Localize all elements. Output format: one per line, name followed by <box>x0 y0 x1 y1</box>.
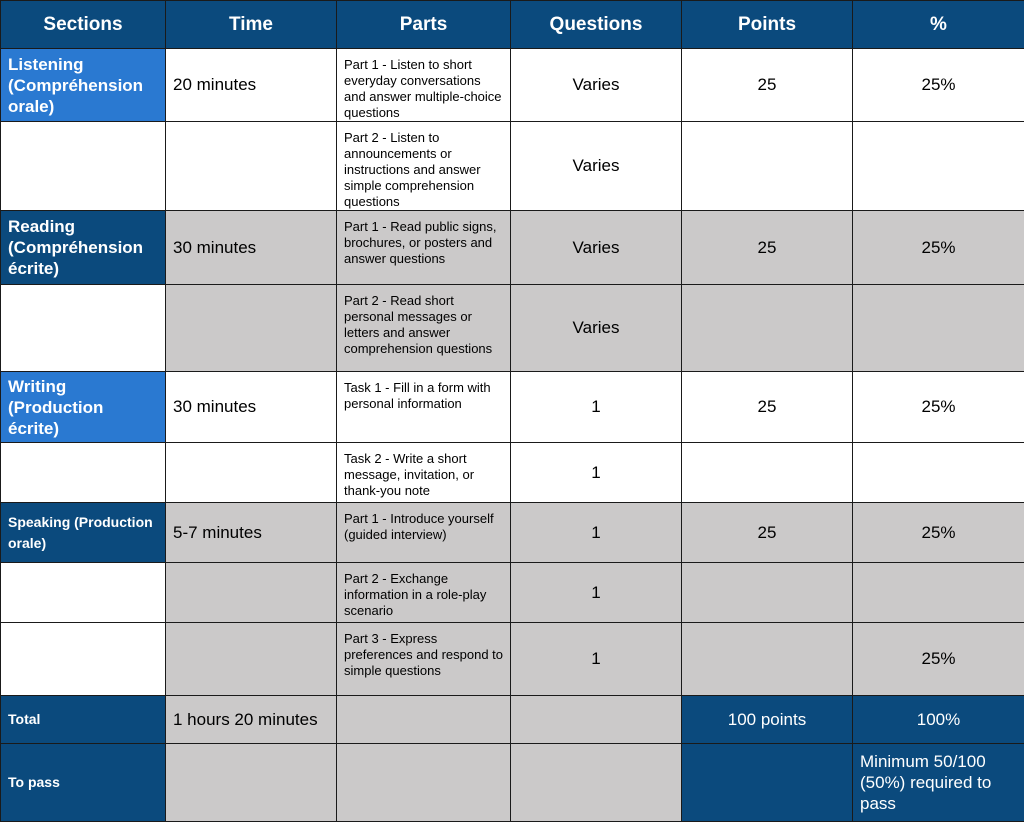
part-cell: Part 2 - Listen to announcements or instructions and answer simple comprehension questions <box>337 122 511 211</box>
percent-cell: 25% <box>853 211 1024 285</box>
section-speaking: Speaking (Production orale) <box>1 503 166 563</box>
questions-cell: 1 <box>511 623 682 696</box>
empty-cell <box>1 623 166 696</box>
empty-cell <box>682 122 853 211</box>
part-cell: Task 1 - Fill in a form with personal information <box>337 372 511 443</box>
questions-cell: 1 <box>511 443 682 503</box>
table-row <box>1 285 1024 372</box>
part-cell: Part 2 - Exchange information in a role-play scenario <box>337 563 511 623</box>
total-time: 1 hours 20 minutes <box>166 696 337 744</box>
header-points: Points <box>682 1 853 49</box>
section-listening: Listening (Compréhension orale) <box>1 49 166 122</box>
empty-cell <box>682 744 853 822</box>
questions-cell: Varies <box>511 122 682 211</box>
empty-cell <box>1 285 166 372</box>
table-row <box>1 122 1024 211</box>
pass-label: To pass <box>1 744 166 822</box>
section-writing: Writing (Production écrite) <box>1 372 166 443</box>
total-percent: 100% <box>853 696 1024 744</box>
points-cell: 25 <box>682 211 853 285</box>
total-points: 100 points <box>682 696 853 744</box>
questions-cell: Varies <box>511 211 682 285</box>
empty-cell <box>166 744 337 822</box>
header-time: Time <box>166 1 337 49</box>
empty-cell <box>511 744 682 822</box>
percent-cell: 25% <box>853 623 1024 696</box>
empty-cell <box>1 443 166 503</box>
empty-cell <box>1 122 166 211</box>
time-cell: 5-7 minutes <box>166 503 337 563</box>
time-cell: 20 minutes <box>166 49 337 122</box>
pass-requirement: Minimum 50/100 (50%) required to pass <box>853 744 1024 822</box>
part-cell: Part 1 - Read public signs, brochures, or posters and answer questions <box>337 211 511 285</box>
percent-cell: 25% <box>853 503 1024 563</box>
empty-cell <box>511 696 682 744</box>
part-cell: Task 2 - Write a short message, invitation, or thank-you note <box>337 443 511 503</box>
empty-cell <box>853 285 1024 372</box>
empty-cell <box>166 623 337 696</box>
points-cell: 25 <box>682 503 853 563</box>
empty-cell <box>166 285 337 372</box>
empty-cell <box>166 122 337 211</box>
empty-cell <box>166 563 337 623</box>
points-cell: 25 <box>682 49 853 122</box>
empty-cell <box>853 563 1024 623</box>
part-cell: Part 1 - Introduce yourself (guided interview) <box>337 503 511 563</box>
empty-cell <box>682 623 853 696</box>
header-row <box>1 1 1024 49</box>
table-row <box>1 503 1024 563</box>
total-label: Total <box>1 696 166 744</box>
questions-cell: 1 <box>511 563 682 623</box>
percent-cell: 25% <box>853 49 1024 122</box>
total-row <box>1 696 1024 744</box>
empty-cell <box>682 443 853 503</box>
empty-cell <box>337 744 511 822</box>
table-row <box>1 372 1024 443</box>
empty-cell <box>166 443 337 503</box>
time-cell: 30 minutes <box>166 211 337 285</box>
empty-cell <box>853 122 1024 211</box>
header-sections: Sections <box>1 1 166 49</box>
header-questions: Questions <box>511 1 682 49</box>
empty-cell <box>1 563 166 623</box>
empty-cell <box>682 563 853 623</box>
percent-cell: 25% <box>853 372 1024 443</box>
questions-cell: Varies <box>511 49 682 122</box>
part-cell: Part 3 - Express preferences and respond to simple questions <box>337 623 511 696</box>
table-row <box>1 211 1024 285</box>
part-cell: Part 2 - Read short personal messages or letters and answer comprehension questions <box>337 285 511 372</box>
section-reading: Reading (Compréhension écrite) <box>1 211 166 285</box>
questions-cell: 1 <box>511 503 682 563</box>
table-row <box>1 623 1024 696</box>
header-parts: Parts <box>337 1 511 49</box>
part-cell: Part 1 - Listen to short everyday conversations and answer multiple-choice questions <box>337 49 511 122</box>
header-percent: % <box>853 1 1024 49</box>
empty-cell <box>682 285 853 372</box>
questions-cell: 1 <box>511 372 682 443</box>
table-row <box>1 443 1024 503</box>
pass-row <box>1 744 1024 822</box>
points-cell: 25 <box>682 372 853 443</box>
table-row <box>1 563 1024 623</box>
time-cell: 30 minutes <box>166 372 337 443</box>
empty-cell <box>337 696 511 744</box>
empty-cell <box>853 443 1024 503</box>
questions-cell: Varies <box>511 285 682 372</box>
table-row <box>1 49 1024 122</box>
